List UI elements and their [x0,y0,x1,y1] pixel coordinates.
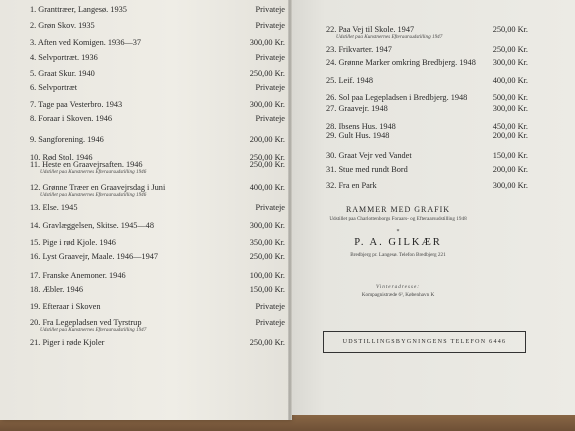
exhibition-phone-box: UDSTILLINGSBYGNINGENS TELEFON 6446 [323,331,526,353]
entry-price: 250,00 Kr. [249,153,285,162]
entry-price: 450,00 Kr. [492,122,528,131]
left-catalog-list [30,0,285,360]
frames-subtitle: Udstillet paa Charlottenborgs Foraars- og Efteraarsudstilling 1948 [329,216,467,222]
entry-price: 200,00 Kr. [492,165,528,174]
entry-price: 300,00 Kr. [492,58,528,67]
entry-price: 350,00 Kr. [249,238,285,247]
entry-title: 15. Pige i rød Kjole. 1946 [30,238,116,247]
entry-exhibition-note: Udstillet paa Kunstnernes Efteraarsudstilling 1947 [40,327,147,333]
asterisk-divider: * [396,229,400,235]
winter-address-label: Vinteradresse: [376,284,420,290]
entry-price: 300,00 Kr. [249,38,285,47]
entry-title: 30. Graat Vejr ved Vandet [326,151,412,160]
entry-title: 8. Foraar i Skoven. 1946 [30,114,113,123]
entry-title: 1. Granttræer, Langesø. 1935 [30,5,127,14]
entry-title: 4. Selvportræt. 1936 [30,53,98,62]
winter-address: Kompagnistræde 6², København K [361,292,435,298]
entry-title: 21. Piger i røde Kjoler [30,338,105,347]
entry-title: 14. Gravlæggelsen, Skitse. 1945—48 [30,221,154,230]
entry-price: Privateje [255,203,285,212]
entry-exhibition-note: Udstillet paa Kunstnernes Efteraarsudstilling 1947 [336,34,443,40]
entry-price: 400,00 Kr. [249,183,285,192]
entry-title: 28. Ibsens Hus. 1948 [326,122,396,131]
entry-title: 11. Heste en Graavejrsaften. 1946 [30,160,143,169]
entry-price: 100,00 Kr. [249,271,285,280]
entry-title: 3. Aften ved Komigen. 1936—37 [30,38,142,47]
entry-price: 150,00 Kr. [492,151,528,160]
entry-price: 300,00 Kr. [249,221,285,230]
entry-price: Privateje [255,318,285,327]
entry-price: 200,00 Kr. [492,131,528,140]
entry-exhibition-note: Udstillet paa Kunstnernes Efteraarsudstilling 1946 [40,192,147,198]
entry-price: 250,00 Kr. [492,25,528,34]
artist-address: Bredbjerg pr. Langesø. Telefon Bredbjerg 221 [350,252,446,258]
entry-price: Privateje [255,21,285,30]
entry-price: Privateje [255,302,285,311]
entry-price: 250,00 Kr. [492,45,528,54]
entry-title: 5. Graat Skur. 1940 [30,69,95,78]
entry-price: Privateje [255,114,285,123]
entry-price: 500,00 Kr. [492,93,528,102]
entry-title: 18. Æbler. 1946 [30,285,84,294]
entry-title: 19. Efteraar i Skoven [30,302,101,311]
entry-title: 6. Selvportræt [30,83,78,92]
entry-title: 9. Sangforening. 1946 [30,135,104,144]
entry-price: 300,00 Kr. [492,181,528,190]
entry-price: 250,00 Kr. [249,252,285,261]
entry-title: 29. Gult Hus. 1948 [326,131,390,140]
artist-name: P. A. GILKÆR [354,237,442,248]
entry-title: 16. Lyst Graavejr, Maale. 1946—1947 [30,252,159,261]
entry-price: Privateje [255,53,285,62]
entry-title: 26. Sol paa Legepladsen i Bredbjerg. 1948 [326,93,468,102]
entry-title: 23. Frikvarter. 1947 [326,45,392,54]
entry-price: Privateje [255,5,285,14]
entry-title: 25. Leif. 1948 [326,76,374,85]
entry-exhibition-note: Udstillet paa Kunstnernes Efteraarsudstilling 1946 [40,169,147,175]
entry-title: 10. Rød Stol. 1946 [30,153,93,162]
entry-title: 13. Else. 1945 [30,203,78,212]
entry-price: 200,00 Kr. [249,135,285,144]
right-catalog-list [326,0,531,200]
entry-title: 12. Grønne Træer en Graavejrsdag i Juni [30,183,166,192]
entry-title: 2. Grøn Skov. 1935 [30,21,95,30]
entry-price: 300,00 Kr. [492,104,528,113]
entry-title: 24. Grønne Marker omkring Bredbjerg. 1948 [326,58,476,67]
entry-title: 7. Tage paa Vesterbro. 1943 [30,100,123,109]
entry-title: 20. Fra Legepladsen ved Tyrstrup [30,318,142,327]
entry-price: 300,00 Kr. [249,100,285,109]
entry-title: 22. Paa Vej til Skole. 1947 [326,25,415,34]
entry-price: 400,00 Kr. [492,76,528,85]
entry-title: 27. Graavejr. 1948 [326,104,388,113]
entry-price: 250,00 Kr. [249,69,285,78]
entry-price: 250,00 Kr. [249,160,285,169]
entry-title: 31. Stue med rundt Bord [326,165,408,174]
entry-title: 32. Fra en Park [326,181,377,190]
entry-price: Privateje [255,83,285,92]
entry-price: 250,00 Kr. [249,338,285,347]
frames-heading: RAMMER MED GRAFIK [345,205,451,214]
entry-title: 17. Franske Anemoner. 1946 [30,271,126,280]
entry-price: 150,00 Kr. [249,285,285,294]
